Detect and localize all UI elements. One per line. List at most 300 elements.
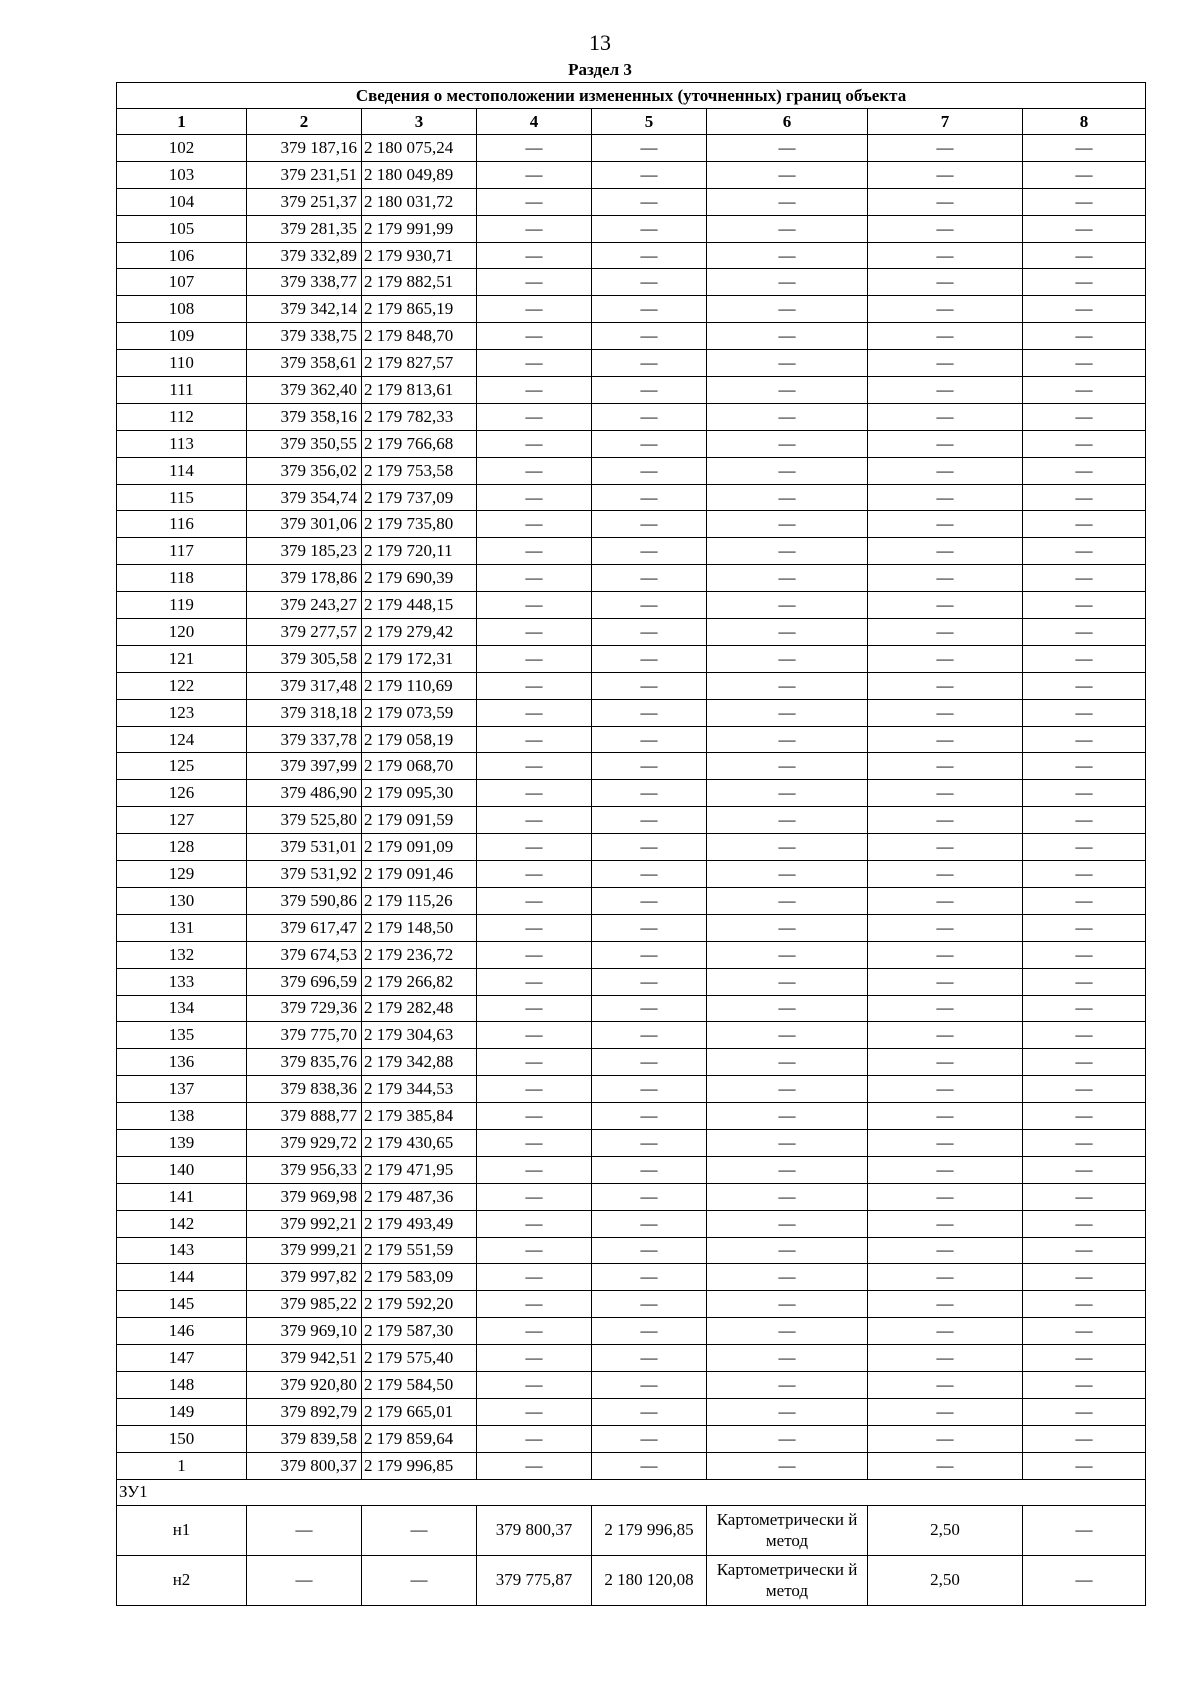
boundary-table (116, 82, 1146, 1606)
y-coordinate-cell: 2 179 091,09 (362, 834, 477, 861)
empty-dash-cell: — (707, 968, 868, 995)
table-row (117, 1049, 1146, 1076)
empty-dash-cell: — (707, 1291, 868, 1318)
point-number-cell: 140 (117, 1156, 247, 1183)
empty-dash-cell: — (707, 457, 868, 484)
y-coordinate-cell: 2 179 882,51 (362, 269, 477, 296)
empty-dash-cell: — (592, 1264, 707, 1291)
empty-dash-cell: — (1023, 968, 1146, 995)
empty-dash-cell: — (868, 484, 1023, 511)
empty-dash-cell: — (707, 914, 868, 941)
empty-dash-cell: — (1023, 941, 1146, 968)
table-row (117, 1237, 1146, 1264)
empty-dash-cell: — (592, 1022, 707, 1049)
empty-dash-cell: — (868, 377, 1023, 404)
table-row (117, 1398, 1146, 1425)
empty-dash-cell: — (707, 403, 868, 430)
x-coordinate-cell: 379 835,76 (247, 1049, 362, 1076)
x-coordinate-cell: 379 251,37 (247, 188, 362, 215)
y-coordinate-cell: 2 179 342,88 (362, 1049, 477, 1076)
x-coordinate-cell: 379 397,99 (247, 753, 362, 780)
empty-dash-cell: — (592, 377, 707, 404)
empty-dash-cell: — (707, 1345, 868, 1372)
empty-dash-cell: — (592, 592, 707, 619)
empty-dash-cell: — (592, 834, 707, 861)
point-number-cell: 106 (117, 242, 247, 269)
empty-dash-cell: — (1023, 430, 1146, 457)
table-row (117, 1291, 1146, 1318)
empty-dash-cell: — (707, 807, 868, 834)
empty-dash-cell: — (592, 887, 707, 914)
empty-dash-cell: — (868, 1237, 1023, 1264)
x-coordinate-cell: 379 997,82 (247, 1264, 362, 1291)
point-number-cell: 112 (117, 403, 247, 430)
point-number-cell: 129 (117, 861, 247, 888)
empty-dash-cell: — (592, 215, 707, 242)
empty-dash-cell: — (592, 968, 707, 995)
empty-dash-cell: — (868, 968, 1023, 995)
empty-dash-cell: — (592, 161, 707, 188)
empty-dash-cell: — (247, 1555, 362, 1605)
empty-dash-cell: — (592, 538, 707, 565)
table-row (117, 780, 1146, 807)
x-coordinate-cell: 379 178,86 (247, 565, 362, 592)
empty-dash-cell: — (592, 1156, 707, 1183)
empty-dash-cell: — (1023, 457, 1146, 484)
table-row (117, 430, 1146, 457)
empty-dash-cell: — (362, 1555, 477, 1605)
x-coordinate-cell: 379 338,77 (247, 269, 362, 296)
point-number-cell: 141 (117, 1183, 247, 1210)
empty-dash-cell: — (868, 699, 1023, 726)
empty-dash-cell: — (868, 1452, 1023, 1479)
table-row (117, 726, 1146, 753)
x-coordinate-cell: 379 942,51 (247, 1345, 362, 1372)
empty-dash-cell: — (592, 1398, 707, 1425)
empty-dash-cell: — (868, 861, 1023, 888)
empty-dash-cell: — (868, 350, 1023, 377)
empty-dash-cell: — (477, 753, 592, 780)
y-coordinate-cell: 2 179 753,58 (362, 457, 477, 484)
group-label: ЗУ1 (117, 1479, 1146, 1505)
empty-dash-cell: — (477, 269, 592, 296)
x-coordinate-cell: 379 920,80 (247, 1371, 362, 1398)
empty-dash-cell: — (868, 457, 1023, 484)
point-number-cell: 128 (117, 834, 247, 861)
table-row (117, 753, 1146, 780)
table-row (117, 619, 1146, 646)
x-coordinate-cell: 379 969,10 (247, 1318, 362, 1345)
y-coordinate-cell: 2 179 448,15 (362, 592, 477, 619)
y-coordinate-cell: 2 179 493,49 (362, 1210, 477, 1237)
empty-dash-cell: — (707, 538, 868, 565)
y-coordinate-cell: 2 179 583,09 (362, 1264, 477, 1291)
x-coordinate-cell: 379 356,02 (247, 457, 362, 484)
empty-dash-cell: — (707, 1425, 868, 1452)
empty-dash-cell: — (868, 1318, 1023, 1345)
empty-dash-cell: — (477, 672, 592, 699)
empty-dash-cell: — (592, 645, 707, 672)
empty-dash-cell: — (868, 807, 1023, 834)
table-row (117, 188, 1146, 215)
group-row (117, 1479, 1146, 1505)
empty-dash-cell: — (707, 323, 868, 350)
empty-dash-cell: — (707, 941, 868, 968)
y-coordinate-cell: 2 180 031,72 (362, 188, 477, 215)
empty-dash-cell: — (477, 457, 592, 484)
y-coordinate-cell: 2 179 091,46 (362, 861, 477, 888)
point-number-cell: 136 (117, 1049, 247, 1076)
empty-dash-cell: — (477, 161, 592, 188)
table-row (117, 242, 1146, 269)
x-coordinate-cell: 379 696,59 (247, 968, 362, 995)
x-coordinate-cell: 379 317,48 (247, 672, 362, 699)
empty-dash-cell: — (707, 565, 868, 592)
empty-dash-cell: — (1023, 1129, 1146, 1156)
column-header: 2 (247, 109, 362, 135)
y-coordinate-cell: 2 179 115,26 (362, 887, 477, 914)
x-coordinate-cell: 379 969,98 (247, 1183, 362, 1210)
empty-dash-cell: — (868, 1291, 1023, 1318)
empty-dash-cell: — (1023, 484, 1146, 511)
empty-dash-cell: — (868, 995, 1023, 1022)
x-coordinate-cell: 379 337,78 (247, 726, 362, 753)
x-coordinate-cell: 379 999,21 (247, 1237, 362, 1264)
empty-dash-cell: — (477, 538, 592, 565)
x-coordinate-cell: 379 617,47 (247, 914, 362, 941)
point-number-cell: 1 (117, 1452, 247, 1479)
table-row (117, 1371, 1146, 1398)
empty-dash-cell: — (477, 1371, 592, 1398)
empty-dash-cell: — (477, 1049, 592, 1076)
table-row (117, 135, 1146, 162)
empty-dash-cell: — (477, 1210, 592, 1237)
point-number-cell: 123 (117, 699, 247, 726)
point-number-cell: 110 (117, 350, 247, 377)
y-coordinate-cell: 2 179 058,19 (362, 726, 477, 753)
point-number-cell: 132 (117, 941, 247, 968)
point-number-cell: н1 (117, 1505, 247, 1555)
empty-dash-cell: — (707, 215, 868, 242)
table-row (117, 269, 1146, 296)
accuracy-cell: 2,50 (868, 1505, 1023, 1555)
x-coordinate-cell: 379 800,37 (477, 1505, 592, 1555)
point-number-cell: 139 (117, 1129, 247, 1156)
empty-dash-cell: — (868, 1425, 1023, 1452)
empty-dash-cell: — (592, 941, 707, 968)
y-coordinate-cell: 2 179 865,19 (362, 296, 477, 323)
empty-dash-cell: — (477, 887, 592, 914)
point-number-cell: 122 (117, 672, 247, 699)
empty-dash-cell: — (477, 377, 592, 404)
point-number-cell: 135 (117, 1022, 247, 1049)
point-number-cell: 146 (117, 1318, 247, 1345)
empty-dash-cell: — (707, 699, 868, 726)
empty-dash-cell: — (477, 1076, 592, 1103)
x-coordinate-cell: 379 362,40 (247, 377, 362, 404)
empty-dash-cell: — (1023, 1291, 1146, 1318)
y-coordinate-cell: 2 179 282,48 (362, 995, 477, 1022)
empty-dash-cell: — (1023, 1398, 1146, 1425)
empty-dash-cell: — (592, 457, 707, 484)
point-number-cell: 125 (117, 753, 247, 780)
empty-dash-cell: — (868, 834, 1023, 861)
empty-dash-cell: — (868, 188, 1023, 215)
point-number-cell: 133 (117, 968, 247, 995)
y-coordinate-cell: 2 179 782,33 (362, 403, 477, 430)
empty-dash-cell: — (477, 1129, 592, 1156)
table-row (117, 861, 1146, 888)
x-coordinate-cell: 379 277,57 (247, 619, 362, 646)
x-coordinate-cell: 379 674,53 (247, 941, 362, 968)
empty-dash-cell: — (707, 296, 868, 323)
empty-dash-cell: — (707, 1022, 868, 1049)
empty-dash-cell: — (1023, 861, 1146, 888)
y-coordinate-cell: 2 179 266,82 (362, 968, 477, 995)
empty-dash-cell: — (707, 861, 868, 888)
empty-dash-cell: — (707, 726, 868, 753)
table-row (117, 350, 1146, 377)
empty-dash-cell: — (477, 323, 592, 350)
x-coordinate-cell: 379 729,36 (247, 995, 362, 1022)
empty-dash-cell: — (1023, 1210, 1146, 1237)
empty-dash-cell: — (1023, 1371, 1146, 1398)
y-coordinate-cell: 2 179 471,95 (362, 1156, 477, 1183)
point-number-cell: 109 (117, 323, 247, 350)
empty-dash-cell: — (592, 135, 707, 162)
x-coordinate-cell: 379 301,06 (247, 511, 362, 538)
empty-dash-cell: — (868, 511, 1023, 538)
empty-dash-cell: — (477, 1264, 592, 1291)
empty-dash-cell: — (1023, 672, 1146, 699)
empty-dash-cell: — (707, 269, 868, 296)
table-row (117, 887, 1146, 914)
point-number-cell: 142 (117, 1210, 247, 1237)
table-row (117, 1452, 1146, 1479)
x-coordinate-cell: 379 185,23 (247, 538, 362, 565)
point-number-cell: 104 (117, 188, 247, 215)
empty-dash-cell: — (707, 1076, 868, 1103)
empty-dash-cell: — (477, 941, 592, 968)
x-coordinate-cell: 379 929,72 (247, 1129, 362, 1156)
point-number-cell: 113 (117, 430, 247, 457)
empty-dash-cell: — (868, 242, 1023, 269)
y-coordinate-cell: 2 179 236,72 (362, 941, 477, 968)
column-header: 3 (362, 109, 477, 135)
empty-dash-cell: — (477, 861, 592, 888)
empty-dash-cell: — (707, 645, 868, 672)
y-coordinate-cell: 2 179 737,09 (362, 484, 477, 511)
empty-dash-cell: — (868, 726, 1023, 753)
point-number-cell: 147 (117, 1345, 247, 1372)
empty-dash-cell: — (477, 1103, 592, 1130)
table-row (117, 1103, 1146, 1130)
empty-dash-cell: — (1023, 592, 1146, 619)
empty-dash-cell: — (477, 834, 592, 861)
empty-dash-cell: — (477, 242, 592, 269)
y-coordinate-cell: 2 179 073,59 (362, 699, 477, 726)
y-coordinate-cell: 2 179 720,11 (362, 538, 477, 565)
y-coordinate-cell: 2 179 068,70 (362, 753, 477, 780)
table-row (117, 484, 1146, 511)
point-number-cell: 134 (117, 995, 247, 1022)
y-coordinate-cell: 2 180 049,89 (362, 161, 477, 188)
empty-dash-cell: — (592, 726, 707, 753)
y-coordinate-cell: 2 179 344,53 (362, 1076, 477, 1103)
point-number-cell: 145 (117, 1291, 247, 1318)
empty-dash-cell: — (1023, 377, 1146, 404)
empty-dash-cell: — (592, 619, 707, 646)
x-coordinate-cell: 379 992,21 (247, 1210, 362, 1237)
empty-dash-cell: — (1023, 1555, 1146, 1605)
empty-dash-cell: — (868, 941, 1023, 968)
empty-dash-cell: — (1023, 726, 1146, 753)
table-row (117, 1156, 1146, 1183)
table-row (117, 215, 1146, 242)
empty-dash-cell: — (477, 1398, 592, 1425)
empty-dash-cell: — (868, 161, 1023, 188)
empty-dash-cell: — (707, 1237, 868, 1264)
empty-dash-cell: — (1023, 699, 1146, 726)
empty-dash-cell: — (1023, 1103, 1146, 1130)
table-row (117, 1345, 1146, 1372)
point-number-cell: 118 (117, 565, 247, 592)
table-row (117, 645, 1146, 672)
empty-dash-cell: — (1023, 1425, 1146, 1452)
x-coordinate-cell: 379 187,16 (247, 135, 362, 162)
point-number-cell: 126 (117, 780, 247, 807)
table-row (117, 834, 1146, 861)
empty-dash-cell: — (707, 995, 868, 1022)
point-number-cell: 115 (117, 484, 247, 511)
table-row (117, 296, 1146, 323)
x-coordinate-cell: 379 775,87 (477, 1555, 592, 1605)
empty-dash-cell: — (868, 296, 1023, 323)
empty-dash-cell: — (477, 511, 592, 538)
empty-dash-cell: — (1023, 619, 1146, 646)
empty-dash-cell: — (1023, 645, 1146, 672)
x-coordinate-cell: 379 342,14 (247, 296, 362, 323)
empty-dash-cell: — (868, 645, 1023, 672)
empty-dash-cell: — (707, 1156, 868, 1183)
empty-dash-cell: — (477, 592, 592, 619)
point-number-cell: 138 (117, 1103, 247, 1130)
table-row (117, 1555, 1146, 1605)
point-number-cell: 130 (117, 887, 247, 914)
empty-dash-cell: — (1023, 834, 1146, 861)
empty-dash-cell: — (707, 161, 868, 188)
empty-dash-cell: — (1023, 1022, 1146, 1049)
table-title: Сведения о местоположении измененных (уточненных) границ объекта (117, 83, 1146, 109)
empty-dash-cell: — (592, 1318, 707, 1345)
empty-dash-cell: — (592, 995, 707, 1022)
empty-dash-cell: — (477, 430, 592, 457)
empty-dash-cell: — (592, 430, 707, 457)
column-header: 4 (477, 109, 592, 135)
empty-dash-cell: — (707, 1210, 868, 1237)
empty-dash-cell: — (1023, 161, 1146, 188)
table-row (117, 1022, 1146, 1049)
empty-dash-cell: — (707, 1264, 868, 1291)
y-coordinate-cell: 2 179 430,65 (362, 1129, 477, 1156)
x-coordinate-cell: 379 839,58 (247, 1425, 362, 1452)
empty-dash-cell: — (592, 672, 707, 699)
point-number-cell: 102 (117, 135, 247, 162)
point-number-cell: 114 (117, 457, 247, 484)
empty-dash-cell: — (477, 1425, 592, 1452)
y-coordinate-cell: 2 179 996,85 (592, 1505, 707, 1555)
table-row (117, 941, 1146, 968)
column-header: 7 (868, 109, 1023, 135)
column-header: 8 (1023, 109, 1146, 135)
empty-dash-cell: — (707, 430, 868, 457)
y-coordinate-cell: 2 179 991,99 (362, 215, 477, 242)
x-coordinate-cell: 379 838,36 (247, 1076, 362, 1103)
empty-dash-cell: — (1023, 242, 1146, 269)
column-header: 1 (117, 109, 247, 135)
y-coordinate-cell: 2 179 575,40 (362, 1345, 477, 1372)
empty-dash-cell: — (868, 430, 1023, 457)
point-number-cell: 103 (117, 161, 247, 188)
point-number-cell: 121 (117, 645, 247, 672)
empty-dash-cell: — (707, 834, 868, 861)
empty-dash-cell: — (868, 1156, 1023, 1183)
point-number-cell: 137 (117, 1076, 247, 1103)
table-row (117, 672, 1146, 699)
point-number-cell: 150 (117, 1425, 247, 1452)
point-number-cell: н2 (117, 1555, 247, 1605)
empty-dash-cell: — (477, 1237, 592, 1264)
x-coordinate-cell: 379 888,77 (247, 1103, 362, 1130)
empty-dash-cell: — (592, 484, 707, 511)
y-coordinate-cell: 2 179 665,01 (362, 1398, 477, 1425)
y-coordinate-cell: 2 179 584,50 (362, 1371, 477, 1398)
empty-dash-cell: — (707, 1398, 868, 1425)
y-coordinate-cell: 2 179 095,30 (362, 780, 477, 807)
y-coordinate-cell: 2 179 148,50 (362, 914, 477, 941)
method-cell: Картометрически й метод (707, 1505, 868, 1555)
empty-dash-cell: — (707, 1318, 868, 1345)
y-coordinate-cell: 2 179 487,36 (362, 1183, 477, 1210)
y-coordinate-cell: 2 179 110,69 (362, 672, 477, 699)
y-coordinate-cell: 2 179 587,30 (362, 1318, 477, 1345)
y-coordinate-cell: 2 179 766,68 (362, 430, 477, 457)
empty-dash-cell: — (707, 1452, 868, 1479)
point-number-cell: 131 (117, 914, 247, 941)
x-coordinate-cell: 379 956,33 (247, 1156, 362, 1183)
x-coordinate-cell: 379 338,75 (247, 323, 362, 350)
empty-dash-cell: — (868, 1183, 1023, 1210)
x-coordinate-cell: 379 985,22 (247, 1291, 362, 1318)
table-row (117, 968, 1146, 995)
x-coordinate-cell: 379 486,90 (247, 780, 362, 807)
empty-dash-cell: — (592, 1103, 707, 1130)
empty-dash-cell: — (592, 350, 707, 377)
empty-dash-cell: — (477, 188, 592, 215)
empty-dash-cell: — (592, 1076, 707, 1103)
empty-dash-cell: — (1023, 780, 1146, 807)
empty-dash-cell: — (592, 807, 707, 834)
empty-dash-cell: — (868, 753, 1023, 780)
y-coordinate-cell: 2 179 385,84 (362, 1103, 477, 1130)
empty-dash-cell: — (592, 1237, 707, 1264)
y-coordinate-cell: 2 179 859,64 (362, 1425, 477, 1452)
empty-dash-cell: — (707, 135, 868, 162)
empty-dash-cell: — (477, 1452, 592, 1479)
empty-dash-cell: — (1023, 296, 1146, 323)
empty-dash-cell: — (1023, 1156, 1146, 1183)
empty-dash-cell: — (1023, 1452, 1146, 1479)
